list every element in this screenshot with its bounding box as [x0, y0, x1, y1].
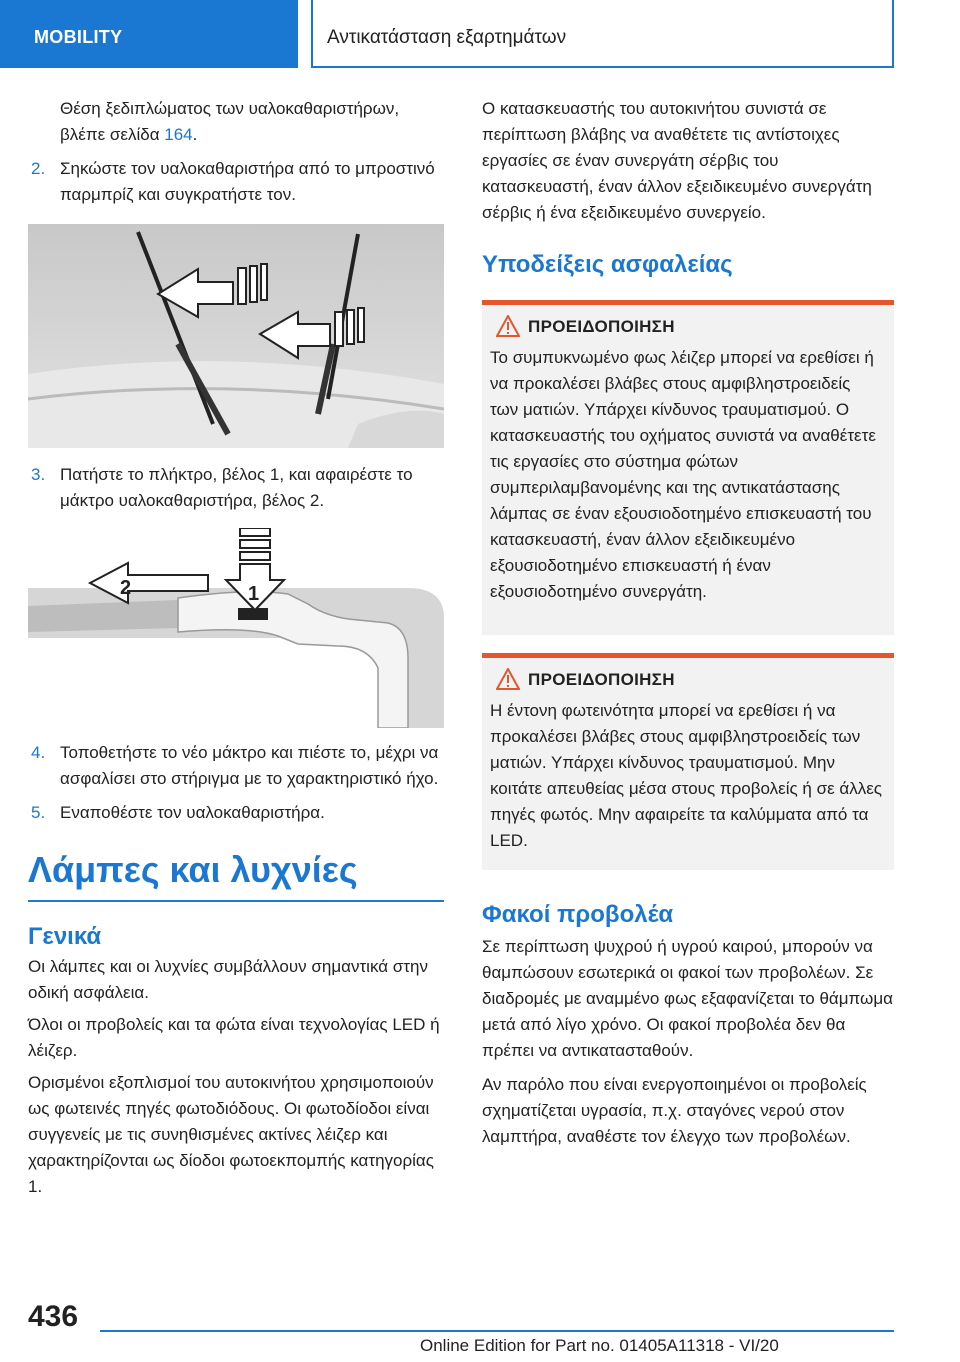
- step-text: Εναποθέστε τον υαλοκαθαριστήρα.: [60, 803, 325, 822]
- headlights-paragraph-1: Σε περίπτωση ψυχρού ή υγρού καιρού, μπορούν να θαμπώσουν εσωτερικά οι φακοί των προβολέων. Σε διαδρομές με αναμμένο φως εξαφανίζεται το θάμπωμα μετά από λίγο χρόνο. Οι φακοί προβολέα δεν θα πρέπει να αντικατασταθούν.: [482, 937, 893, 1060]
- step-number: 5.: [31, 803, 46, 822]
- step-5: [28, 800, 444, 826]
- step-text: Πατήστε το πλήκτρο, βέλος 1, και αφαιρέστε το μάκτρο υαλοκαθαριστήρα, βέλος 2.: [60, 465, 413, 510]
- subheading-general: Γενικά: [28, 923, 102, 950]
- wiper-lift-illustration: [28, 224, 444, 448]
- step-number: 4.: [31, 743, 46, 762]
- step-2: [28, 156, 444, 208]
- header-divider: [311, 0, 313, 68]
- section-heading-lamps: Λάμπες και λυχνίες: [28, 849, 358, 890]
- general-paragraph-1: Οι λάμπες και οι λυχνίες συμβάλλουν σημαντικά στην οδική ασφάλεια.: [28, 957, 428, 1002]
- warning-text: Το συμπυκνωμένο φως λέιζερ μπορεί να ερεθίσει ή να προκαλέσει βλάβες στους αμφιβληστροειδείς των ματιών. Υπάρχει κίνδυνος τραυματισμού. Ο κατασκευαστής του οχήματος συνιστά να αναθέτετε τις εργασίες στο σύστημα φώτων συμπεριλαμβανομένης και της αντικατάστασης λάμπας σε έναν εξουσιοδοτημένο επισκευαστή του κατασκευαστή, έναν άλλον εξειδικευμένο εξουσιοδοτημένο επισκευαστή ή έναν εξουσιοδοτημένο συνεργάτη.: [490, 348, 876, 601]
- warning-text: Η έντονη φωτεινότητα μπορεί να ερεθίσει ή να προκαλέσει βλάβες στους αμφιβληστροειδείς των ματιών. Υπάρχει κίνδυνος τραυματισμού. Μην κοιτάτε απευθείας μέσα στους προβολείς ή σε άλλες πηγές φωτός. Μην αφαιρείτε τα καλύμματα από τα LED.: [490, 701, 882, 850]
- header-right-cap: [892, 0, 894, 68]
- header-underline: [311, 66, 894, 68]
- warning-title: ΠΡΟΕΙΔΟΠΟΙΗΣΗ: [528, 670, 675, 689]
- service-paragraph: Ο κατασκευαστής του αυτοκινήτου συνιστά σε περίπτωση βλάβης να αναθέτετε τις αντίστοιχες εργασίες σε έναν συνεργάτη σέρβις του κατασκευαστή, έναν άλλον εξειδικευμένο συνεργάτη σέρβις ή ένα εξειδικευμένο συνεργείο.: [482, 99, 872, 222]
- right-column: [482, 96, 894, 1150]
- edition-note: Online Edition for Part no. 01405A11318 - VI/20: [420, 1336, 779, 1355]
- intro-text: Θέση ξεδιπλώματος των υαλοκαθαριστήρων, βλέπε σελίδα: [60, 99, 400, 144]
- general-paragraph-3: Ορισμένοι εξοπλισμοί του αυτοκινήτου χρησιμοποιούν ως φωτεινές πηγές φωτοδιόδους. Οι φωτοδίοδοι είναι συγγενείς με τις συνηθισμένες ακτίνες λέιζερ και χαρακτηρίζονται ως δίοδοι φωτοεκπομπής κατηγορίας 1.: [28, 1073, 434, 1196]
- safety-heading: Υποδείξεις ασφαλείας: [482, 251, 733, 278]
- general-paragraph-2: Όλοι οι προβολείς και τα φώτα είναι τεχνολογίας LED ή λέιζερ.: [28, 1015, 440, 1060]
- warning-title: ΠΡΟΕΙΔΟΠΟΙΗΣΗ: [528, 317, 675, 336]
- arrow-label-2: 2: [120, 577, 132, 599]
- headlights-paragraph-2: Αν παρόλο που είναι ενεργοποιημένοι οι προβολείς σχηματίζεται υγρασία, π.χ. σταγόνες νερού στον λαμπτήρα, αναθέστε τον έλεγχο των προβολέων.: [482, 1075, 867, 1146]
- step-3: [28, 462, 444, 514]
- page-link[interactable]: 164: [164, 125, 193, 144]
- warning-header: [482, 305, 894, 345]
- step-4: [28, 740, 444, 792]
- intro-end: .: [192, 125, 198, 144]
- heading-rule: [28, 900, 444, 902]
- step-number: 3.: [31, 465, 46, 484]
- left-column: [28, 96, 444, 1200]
- chapter-title: Αντικατάσταση εξαρτημάτων: [327, 27, 567, 48]
- step-text: Σηκώστε τον υαλοκαθαριστήρα από το μπροστινό παρμπρίζ και συγκρατήστε τον.: [60, 159, 435, 204]
- arrow-label-1: 1: [248, 583, 260, 605]
- warning-triangle-icon: [496, 315, 520, 337]
- warning-triangle-icon: [496, 668, 520, 690]
- footer-rule: [100, 1330, 894, 1332]
- warning-box-laser: [482, 300, 894, 635]
- wiper-blade-release-illustration: [28, 528, 444, 728]
- section-tab: [0, 0, 298, 68]
- section-label: MOBILITY: [34, 27, 123, 47]
- page-header: [0, 0, 960, 68]
- headlights-heading: Φακοί προβολέα: [482, 901, 674, 928]
- warning-header: [482, 658, 894, 698]
- step-number: 2.: [31, 159, 46, 178]
- warning-box-brightness: [482, 653, 894, 870]
- intro-paragraph: [28, 96, 444, 148]
- page-number: 436: [28, 1300, 79, 1333]
- step-text: Τοποθετήστε το νέο μάκτρο και πιέστε το, μέχρι να ασφαλίσει στο στήριγμα με το χαρακτηριστικό ήχο.: [60, 743, 439, 788]
